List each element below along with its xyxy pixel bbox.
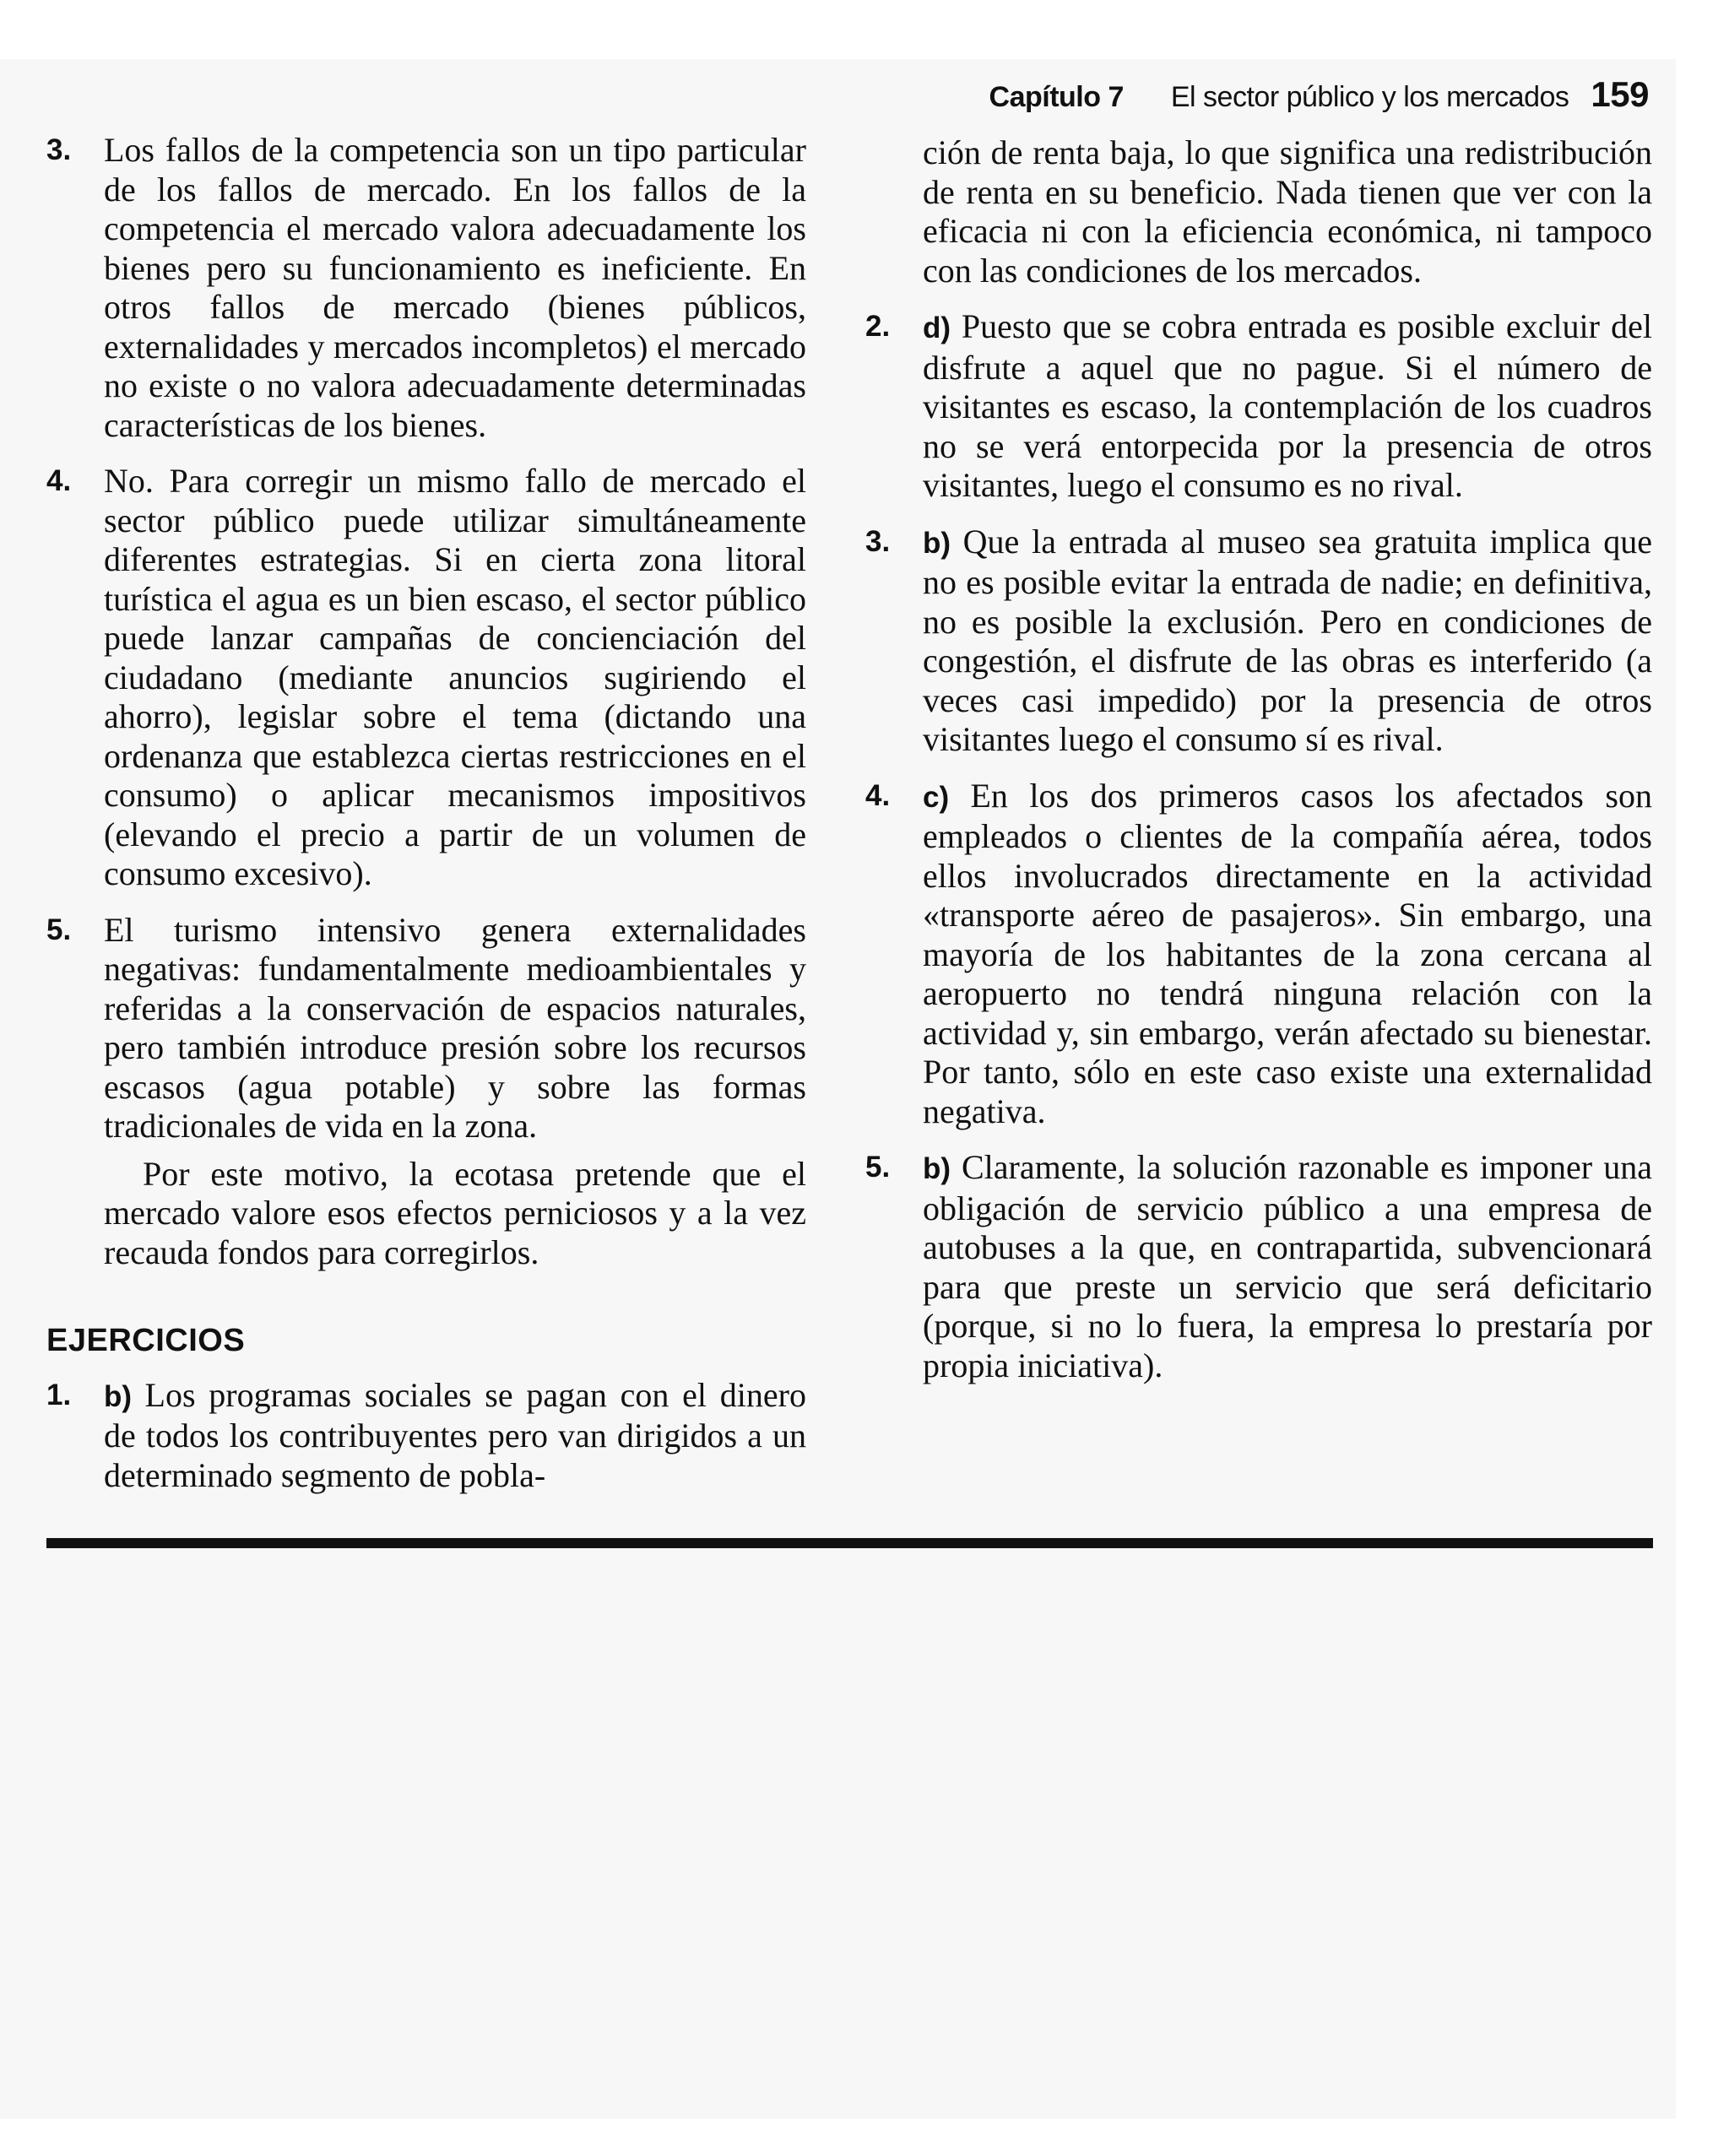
continuation-text: ción de renta baja, lo que significa una redistribución de renta en su beneficio. Nada tienen que ver con la eficacia ni con la eficiencia económica, ni tampoco con las condiciones de los mercados. bbox=[923, 133, 1652, 290]
exercise-item-2 bbox=[865, 307, 1652, 506]
item-number: 4. bbox=[46, 464, 72, 497]
item-text: Claramente, la solución razonable es imponer una obligación de servicio público a una empresa de autobuses a la que, en contrapartida, subvencionará para que preste un servicio que será deficitario (porque, si no lo fuera, la empresa lo prestaría por propia iniciativa). bbox=[923, 1148, 1652, 1384]
right-column bbox=[865, 133, 1652, 1402]
chapter-title: El sector público y los mercados bbox=[1170, 81, 1569, 113]
item-number: 1. bbox=[46, 1378, 72, 1411]
item-number: 4. bbox=[865, 778, 891, 812]
section-heading: EJERCICIOS bbox=[46, 1323, 246, 1358]
item-text: Los fallos de la competencia son un tipo particular de los fallos de mercado. En los fallos de la competencia el mercado valora adecuadamente los bienes pero su funcionamiento es ineficiente. En otros fallos de mercado (bienes públicos, externalidades y mercados incompletos) el mercado no existe o no valora adecuadamente determinadas características de los bienes. bbox=[104, 131, 806, 444]
exercise-item-3 bbox=[865, 523, 1652, 760]
answer-option: c) bbox=[923, 780, 971, 814]
item-text: En los dos primeros casos los afectados son empleados o clientes de la compañía aérea, todos ellos involucrados directamente en la actividad «transporte aéreo de pasajeros». Sin embargo, una mayoría de los habitantes de la zona cercana al aeropuerto no tendrá ninguna relación con la actividad y, sin embargo, verán afectado su bienestar. Por tanto, sólo en este caso existe una externalidad negativa. bbox=[923, 776, 1652, 1130]
item-text: Los programas sociales se pagan con el dinero de todos los contribuyentes pero van dirigidos a un determinado segmento de pobla- bbox=[104, 1375, 806, 1494]
item-number: 5. bbox=[46, 913, 72, 946]
answer-item-3 bbox=[46, 131, 806, 445]
running-header bbox=[989, 74, 1649, 115]
left-column bbox=[46, 131, 806, 1512]
item-text: El turismo intensivo genera externalidades negativas: fundamentalmente medioambientales y referidas a la conservación de espacios naturales, pero también introduce presión sobre los recursos escasos (agua potable) y sobre las formas tradicionales de vida en la zona. bbox=[104, 910, 806, 1145]
answer-option: d) bbox=[923, 311, 962, 344]
item-number: 3. bbox=[865, 524, 891, 558]
page-number: 159 bbox=[1591, 74, 1649, 114]
item-5-paragraph: Por este motivo, la ecotasa pretende que el mercado valore esos efectos perniciosos y a la vez recauda fondos para corregirlos. bbox=[104, 1154, 806, 1271]
answer-item-4 bbox=[46, 462, 806, 894]
exercise-item-4 bbox=[865, 777, 1652, 1132]
answer-option: b) bbox=[923, 526, 963, 560]
item-text: Que la entrada al museo sea gratuita implica que no es posible evitar la entrada de nadie; en definitiva, no es posible la exclusión. Pero en condiciones de congestión, el disfrute de las obras es interferido (a veces casi impedido) por la presencia de otros visitantes luego el consumo sí es rival. bbox=[923, 522, 1652, 758]
item-number: 3. bbox=[46, 133, 72, 166]
item-number: 5. bbox=[865, 1151, 891, 1184]
bottom-rule bbox=[46, 1538, 1653, 1548]
item-text: No. Para corregir un mismo fallo de mercado el sector público puede utilizar simultáneamente diferentes estrategias. Si en cierta zona litoral turística el agua es un bien escaso, el sector público puede lanzar campañas de concienciación del ciudadano (mediante anuncios sugiriendo el ahorro), legislar sobre el tema (dictando una ordenanza que establezca ciertas restricciones en el consumo) o aplicar mecanismos impositivos (elevando el precio a partir de un volumen de consumo excesivo). bbox=[104, 462, 806, 892]
answer-option: b) bbox=[104, 1379, 145, 1413]
answer-option: b) bbox=[923, 1152, 962, 1185]
exercise-item-1 bbox=[46, 1376, 806, 1496]
exercise-item-5 bbox=[865, 1148, 1652, 1385]
answer-item-5 bbox=[46, 911, 806, 1146]
chapter-label: Capítulo 7 bbox=[989, 81, 1124, 113]
item-text: Puesto que se cobra entrada es posible excluir del disfrute a aquel que no pague. Si el número de visitantes es escaso, la contemplación de los cuadros no se verá entorpecida por la presencia de otros visitantes, luego el consumo es no rival. bbox=[923, 307, 1652, 504]
item-number: 2. bbox=[865, 310, 891, 343]
